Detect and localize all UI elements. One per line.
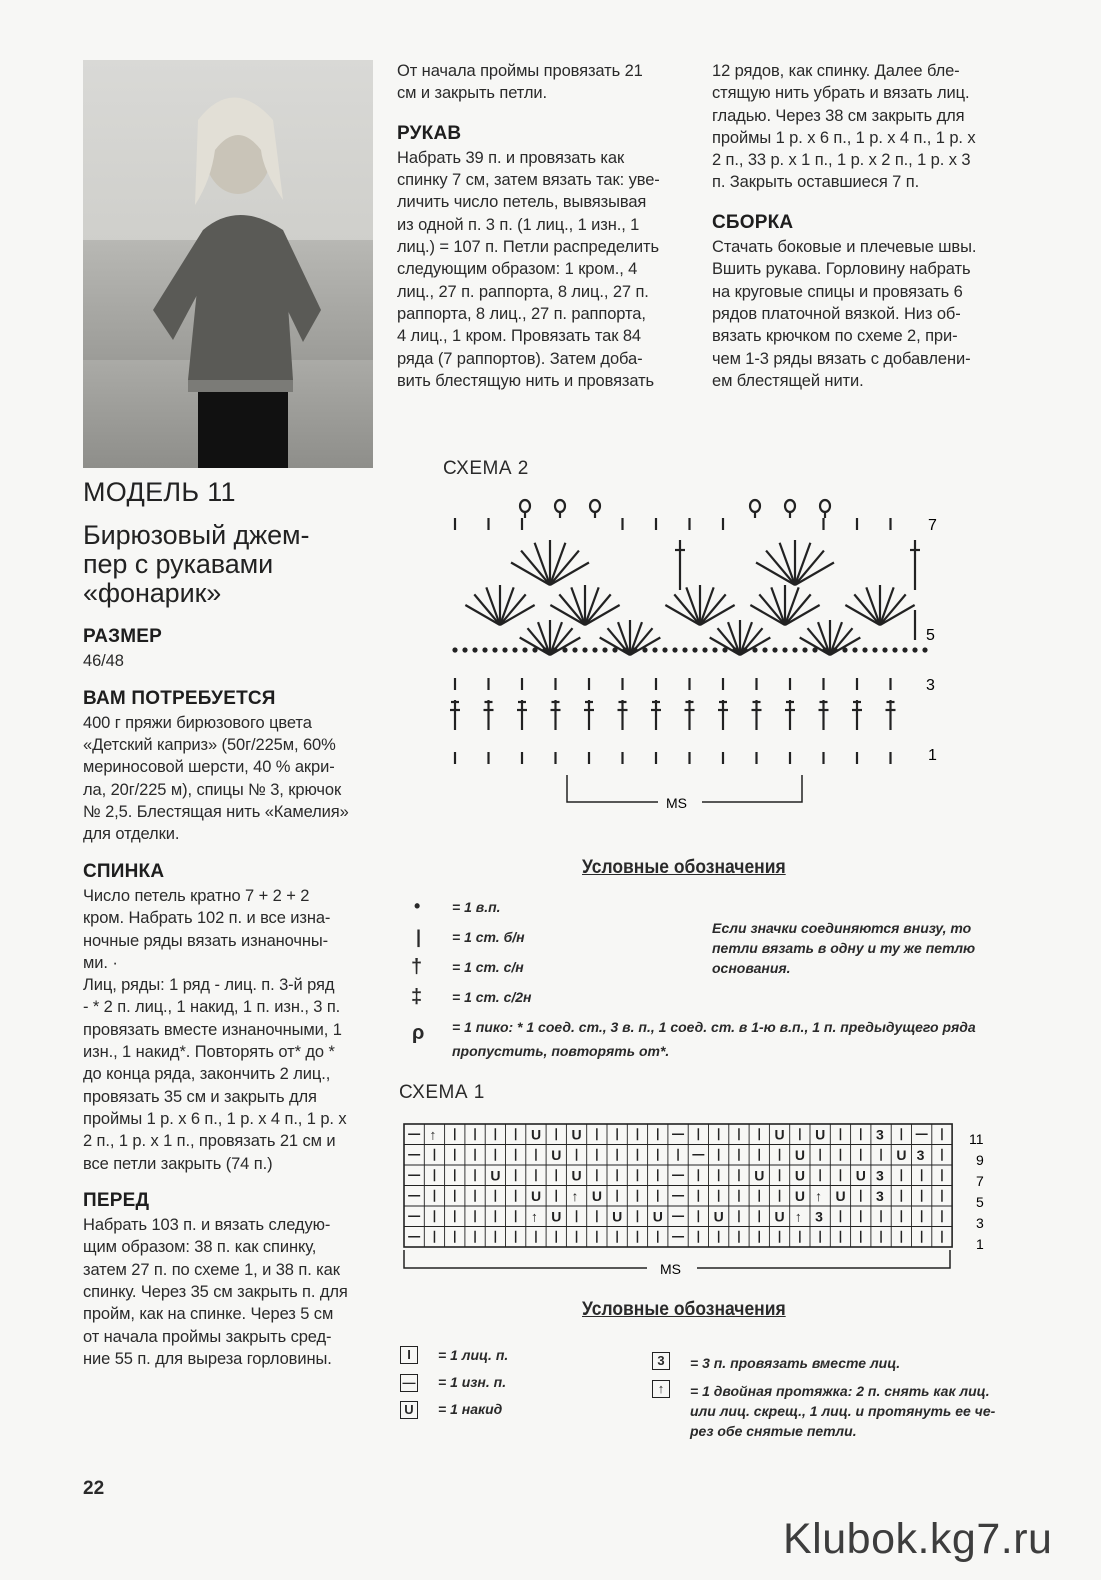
model-figure [143, 80, 323, 468]
assembly-text: Стачать боковые и плечевые швы. Вшить рукава. Горловину набрать на круговые спицы и провязать 6 рядов платочной вязкой. Низ об- вязать крючком по схеме 2, при- чем 1-3 ряды вязать с добавлени- ем блестящей нити. [712, 238, 977, 390]
front-heading: ПЕРЕД [83, 1189, 150, 1211]
schema2-legend-single-crochet: = 1 ст. б/н [452, 929, 525, 945]
schema2-note: Если значки соединяются внизу, то петли вязать в одну и ту же петлю основания. [712, 920, 976, 976]
model-photo [83, 60, 373, 468]
svg-text:3: 3 [916, 1146, 925, 1163]
schema1-row-label-9: 9 [976, 1152, 984, 1168]
schema1-legend-title: Условные обозначения [582, 1299, 786, 1320]
treble-crochet-icon: ‡ [411, 986, 423, 1008]
svg-text:U: U [896, 1146, 907, 1163]
front-text: Набрать 103 п. и вязать следую- щим образом: 38 п. как спинку, затем 27 п. по схеме 1, и 38 п. как спинку. Через 35 см закрыть п. для пройм, как на спинке. Через 5 см от начала проймы закрыть сред- ние 55 п. для выреза горловины. [83, 1216, 348, 1368]
schema2-legend-chain: = 1 в.п. [452, 899, 501, 915]
schema1-title: СХЕМА 1 [399, 1082, 485, 1103]
assembly-heading: СБОРКА [712, 211, 794, 233]
knit-stitch-icon: I [400, 1346, 418, 1364]
middle-column [397, 60, 687, 392]
model-title: МОДЕЛЬ 11 [83, 477, 236, 507]
svg-text:U: U [713, 1208, 724, 1225]
svg-text:U: U [774, 1208, 785, 1225]
svg-text:↑: ↑ [815, 1187, 823, 1204]
schema1-repeat-label: MS [660, 1261, 681, 1277]
schema2-title: СХЕМА 2 [443, 458, 529, 479]
schema2-row-label-1: 1 [928, 747, 937, 764]
double-decrease-icon: ↑ [652, 1380, 670, 1398]
schema1-legend-knit: = 1 лиц. п. [438, 1347, 509, 1363]
schema1-legend-k3tog: = 3 п. провязать вместе лиц. [690, 1355, 901, 1371]
schema1-legend-double-decrease: = 1 двойная протяжка: 2 п. снять как лиц. [690, 1383, 990, 1399]
page-number: 22 [83, 1478, 105, 1499]
svg-text:U: U [794, 1146, 805, 1163]
double-crochet-icon: † [411, 956, 423, 978]
svg-text:3: 3 [876, 1187, 884, 1204]
back-text: Число петель кратно 7 + 2 + 2 кром. Набрать 102 п. и все изна- ночные ряды вязать изнаночны- ми. · Лиц, ряды: 1 ряд - лиц. п. 3-й ряд - * 2 п. лиц., 1 накид, 1 п. изн., 3 п. провязать вместе изнаночными, 1 изн., 1 накид*. Повторять от* до * до конца ряда, закончить 2 лиц., провязать 35 см и закрыть для проймы 1 р. х 6 п., 1 р. х 4 п., 1 р. х 2 п., 1 р. х 1 п., провязать 21 см и все петли закрыть (74 п.) [83, 886, 347, 1173]
k3tog-icon: 3 [652, 1352, 670, 1370]
materials-heading: ВАМ ПОТРЕБУЕТСЯ [83, 687, 276, 709]
right-column [712, 60, 1002, 392]
yarn-over-icon: U [400, 1401, 418, 1419]
svg-text:U: U [855, 1167, 866, 1184]
schema2-legend-picot-cont: пропустить, повторять от*. [452, 1043, 670, 1059]
schema2-chart [440, 490, 960, 820]
svg-text:U: U [530, 1126, 542, 1143]
svg-text:3: 3 [876, 1167, 884, 1184]
schema2-row-label-3: 3 [926, 677, 935, 694]
sleeve-text: Набрать 39 п. и провязать как спинку 7 см, затем вязать так: уве- личить число петель, вывязывая из одной п. 3 п. (1 лиц., 1 изн., 1 лиц.) = 107 п. Петли распределить следующим образом: 1 кром., 4 лиц., 27 п. раппорта, 8 лиц., 27 п. раппорта, 8 лиц., 27 п. раппорта, 4 лиц., 1 кром. Провязать так 84 ряда (7 раппортов). Затем доба- вить блестящую нить и провязать [397, 148, 660, 390]
model-subtitle-3: «фонарик» [83, 578, 222, 608]
schema2-legend-picot: = 1 пико: * 1 соед. ст., 3 в. п., 1 соед. ст. в 1-ю в.п., 1 п. предыдущего ряда [452, 1019, 976, 1035]
svg-text:3: 3 [876, 1126, 884, 1143]
schema2-legend-treble-crochet: = 1 ст. с/2н [452, 989, 532, 1005]
svg-text:U: U [551, 1208, 562, 1225]
svg-text:U: U [591, 1187, 602, 1204]
schema1-row-label-7: 7 [976, 1173, 984, 1189]
model-subtitle-2: пер с рукавами [83, 549, 274, 579]
schema1-legend-yarn-over: = 1 накид [438, 1401, 503, 1417]
schema1-legend-purl: = 1 изн. п. [438, 1374, 507, 1390]
svg-text:U: U [835, 1187, 846, 1204]
model-subtitle-1: Бирюзовый джем- [83, 520, 310, 550]
svg-text:U: U [652, 1208, 663, 1225]
back-heading: СПИНКА [83, 860, 165, 882]
size-value: 46/48 [83, 652, 124, 671]
picot-icon: ρ [412, 1022, 425, 1044]
svg-text:U: U [490, 1167, 501, 1184]
schema2-row-label-7: 7 [928, 517, 937, 534]
schema1-row-label-3: 3 [976, 1215, 984, 1231]
svg-text:U: U [551, 1146, 562, 1163]
purl-stitch-icon: — [400, 1374, 418, 1392]
svg-text:↑: ↑ [571, 1187, 579, 1204]
svg-text:↑: ↑ [429, 1126, 437, 1143]
sleeve-heading: РУКАВ [397, 122, 462, 144]
size-heading: РАЗМЕР [83, 626, 162, 647]
svg-text:U: U [571, 1126, 582, 1143]
schema2-repeat-label: MS [666, 795, 687, 811]
svg-text:U: U [794, 1187, 805, 1204]
schema1-row-label-1: 1 [976, 1236, 984, 1252]
svg-text:U: U [774, 1126, 785, 1143]
svg-text:↑: ↑ [530, 1208, 538, 1225]
site-watermark: Klubok.kg7.ru [783, 1515, 1053, 1563]
svg-text:U: U [571, 1167, 582, 1184]
schema2-legend-double-crochet: = 1 ст. с/н [452, 959, 524, 975]
svg-text:U: U [612, 1208, 623, 1225]
schema1-legend-dd-cont-2: рез обе снятые петли. [690, 1423, 857, 1439]
schema1-legend-dd-cont-1: или лиц. скрещ., 1 лиц. и протянуть ее че- [690, 1403, 996, 1419]
svg-text:U: U [794, 1167, 805, 1184]
left-column [83, 478, 375, 1370]
svg-text:U: U [530, 1187, 542, 1204]
schema1-grid [402, 1122, 992, 1277]
schema1-row-label-5: 5 [976, 1194, 984, 1210]
chain-stitch-icon: • [414, 896, 421, 916]
svg-text:↑: ↑ [794, 1208, 802, 1225]
materials-text: 400 г пряжи бирюзового цвета «Детский каприз» (50г/225м, 60% мериносовой шерсти, 40 % акри- ла, 20г/225 м), спицы № 3, крючок № 2,5. Блестящая нить «Камелия» для отделки. [83, 713, 349, 844]
svg-text:3: 3 [815, 1208, 823, 1225]
svg-text:U: U [815, 1126, 826, 1143]
schema2-legend-title: Условные обозначения [582, 857, 786, 878]
front-continued-text: От начала проймы провязать 21 см и закрыть петли. [397, 62, 643, 103]
single-crochet-icon: | [416, 927, 422, 947]
sleeve-continued-text: 12 рядов, как спинку. Далее бле- стящую нить убрать и вязать лиц. гладью. Через 38 см закрыть для проймы 1 р. х 6 п., 1 р. х 4 п., 1 р. х 2 п., 33 р. х 1 п., 1 р. х 2 п., 1 р. х 3 п. Закрыть оставшиеся 7 п. [712, 62, 976, 192]
schema1-row-label-11: 11 [969, 1131, 984, 1147]
schema2-row-label-5: 5 [926, 627, 935, 644]
svg-text:U: U [754, 1167, 765, 1184]
